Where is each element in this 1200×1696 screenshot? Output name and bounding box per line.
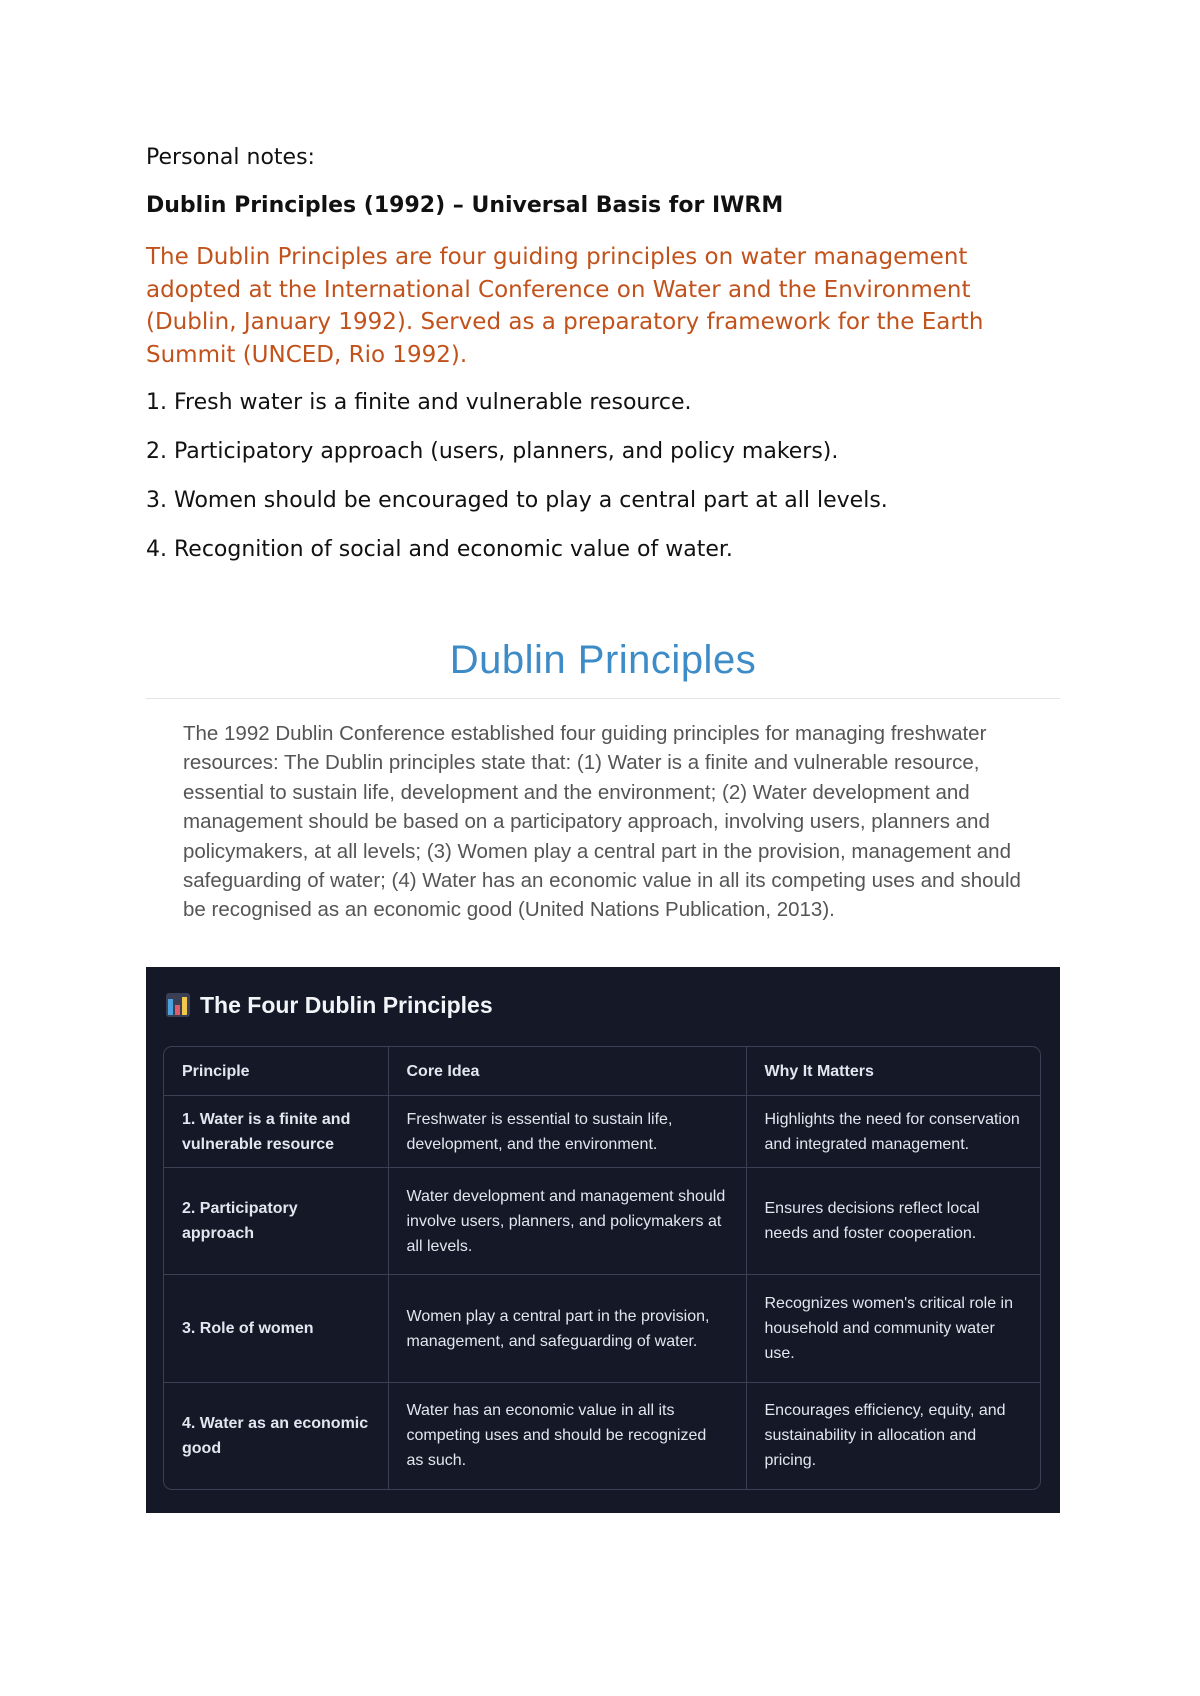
panel-header xyxy=(166,985,493,1025)
notes-label: Personal notes: xyxy=(146,145,315,170)
principle-cell: 2. Participatory approach xyxy=(164,1168,388,1275)
core-idea-cell: Water has an economic value in all its competing uses and should be recognized as such. xyxy=(388,1382,746,1489)
why-it-matters-cell: Recognizes women's critical role in household and community water use. xyxy=(746,1275,1040,1382)
article-divider xyxy=(146,698,1060,699)
panel-title: The Four Dublin Principles xyxy=(200,991,493,1018)
core-idea-cell: Freshwater is essential to sustain life, development, and the environment. xyxy=(388,1096,746,1168)
principle-item-4: 4. Recognition of social and economic value of water. xyxy=(146,537,733,562)
why-it-matters-cell: Highlights the need for conservation and integrated management. xyxy=(746,1096,1040,1168)
article-title: Dublin Principles xyxy=(449,638,757,682)
intro-text: The Dublin Principles are four guiding principles on water management adopted at the International Conference on Water and the Environment (Dublin, January 1992). Served as a preparatory framework for the Earth Summit (UNCED, Rio 1992). xyxy=(146,244,984,368)
principles-table xyxy=(163,1046,1041,1490)
why-it-matters-cell: Ensures decisions reflect local needs and foster cooperation. xyxy=(746,1168,1040,1275)
core-idea-cell: Water development and management should involve users, planners, and policymakers at all levels. xyxy=(388,1168,746,1275)
principle-cell: 4. Water as an economic good xyxy=(164,1382,388,1489)
principle-cell: 1. Water is a finite and vulnerable resource xyxy=(164,1096,388,1168)
why-it-matters-cell: Encourages efficiency, equity, and sustainability in allocation and pricing. xyxy=(764,1402,1006,1470)
document-title: Dublin Principles (1992) – Universal Basis for IWRM xyxy=(146,193,784,218)
column-header-core-idea: Core Idea xyxy=(388,1047,746,1096)
article-body: The 1992 Dublin Conference established four guiding principles for managing freshwater resources: The Dublin principles state that: (1) Water is a finite and vulnerable resource, essential to sustain life, development and the environment; (2) Water development and management should be based on a participatory approach, involving users, planners and policymakers, at all levels; (3) Women play a central part in the provision, management and safeguarding of water; (4) Water has an economic value in all its competing uses and should be recognised as an economic good (United Nations Publication, 2013). xyxy=(183,722,1021,922)
principle-item-2: 2. Participatory approach (users, planners, and policy makers). xyxy=(146,439,839,464)
intro-paragraph xyxy=(146,241,1060,371)
table-row xyxy=(164,1096,1040,1168)
table-header-row xyxy=(164,1047,1040,1096)
column-header-principle: Principle xyxy=(164,1047,388,1096)
article-screenshot xyxy=(146,630,1060,925)
principle-cell: 3. Role of women xyxy=(164,1275,388,1382)
table-row xyxy=(164,1382,1040,1489)
principle-item-1: 1. Fresh water is a finite and vulnerable resource. xyxy=(146,390,692,415)
core-idea-cell: Women play a central part in the provision, management, and safeguarding of water. xyxy=(388,1275,746,1382)
bar-chart-icon xyxy=(166,993,190,1017)
principles-table-panel xyxy=(146,967,1060,1513)
principle-item-3: 3. Women should be encouraged to play a central part at all levels. xyxy=(146,488,888,513)
column-header-why-it-matters: Why It Matters xyxy=(746,1047,1040,1096)
table-row xyxy=(164,1275,1040,1382)
table-row xyxy=(164,1168,1040,1275)
